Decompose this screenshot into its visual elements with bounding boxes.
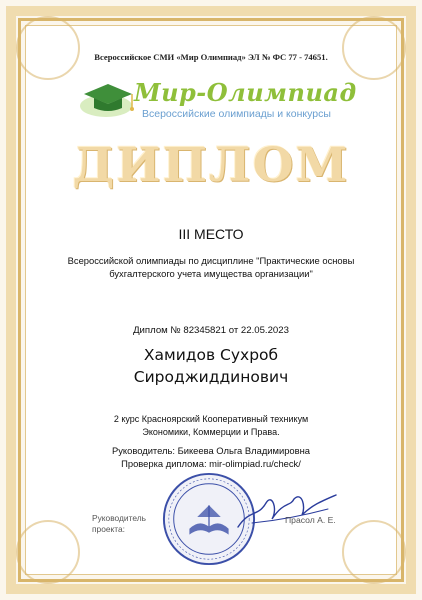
supervisor-line: Руководитель: Бикеева Ольга Владимировна: [111, 445, 311, 456]
signature: [232, 487, 342, 535]
school-line: Экономики, Коммерции и Права.: [142, 426, 280, 437]
project-leader-name: Прасол А. Е.: [285, 515, 336, 525]
project-label-line: проекта:: [92, 524, 125, 534]
logo-subtitle: Всероссийские олимпиады и конкурсы: [142, 108, 331, 120]
diploma-number: Диплом № 82345821 от 22.05.2023: [133, 325, 289, 336]
supervisor-info: [40, 444, 382, 470]
winner-name-line: Хамидов Сухроб: [143, 346, 279, 364]
olympiad-description: [40, 254, 382, 280]
corner-ornament: [16, 520, 80, 584]
project-label-line: Руководитель: [92, 513, 146, 523]
project-leader-label: [92, 513, 146, 535]
winner-name-line: Сироджиддинович: [133, 368, 289, 386]
logo-title: Мир-Олимпиад: [134, 78, 357, 107]
olympiad-line: бухгалтерского учета имущества организации": [109, 268, 313, 279]
place-heading: III МЕСТО: [178, 226, 244, 242]
corner-ornament: [342, 16, 406, 80]
school-line: 2 курс Красноярский Кооперативный техникум: [113, 414, 309, 424]
graduation-cap-icon: [78, 80, 138, 120]
diploma-title: ДИПЛОМ: [72, 138, 350, 193]
check-line: Проверка диплома: mir-olimpiad.ru/check/: [121, 458, 301, 469]
corner-ornament: [342, 520, 406, 584]
school-info: [40, 413, 382, 438]
logo: [78, 78, 357, 124]
olympiad-line: Всероссийской олимпиады по дисциплине "Практические основы: [67, 255, 355, 266]
media-registration: Всероссийское СМИ «Мир Олимпиад» ЭЛ № ФС 77 - 74651.: [94, 52, 328, 62]
corner-ornament: [16, 16, 80, 80]
winner-name: [0, 344, 422, 388]
